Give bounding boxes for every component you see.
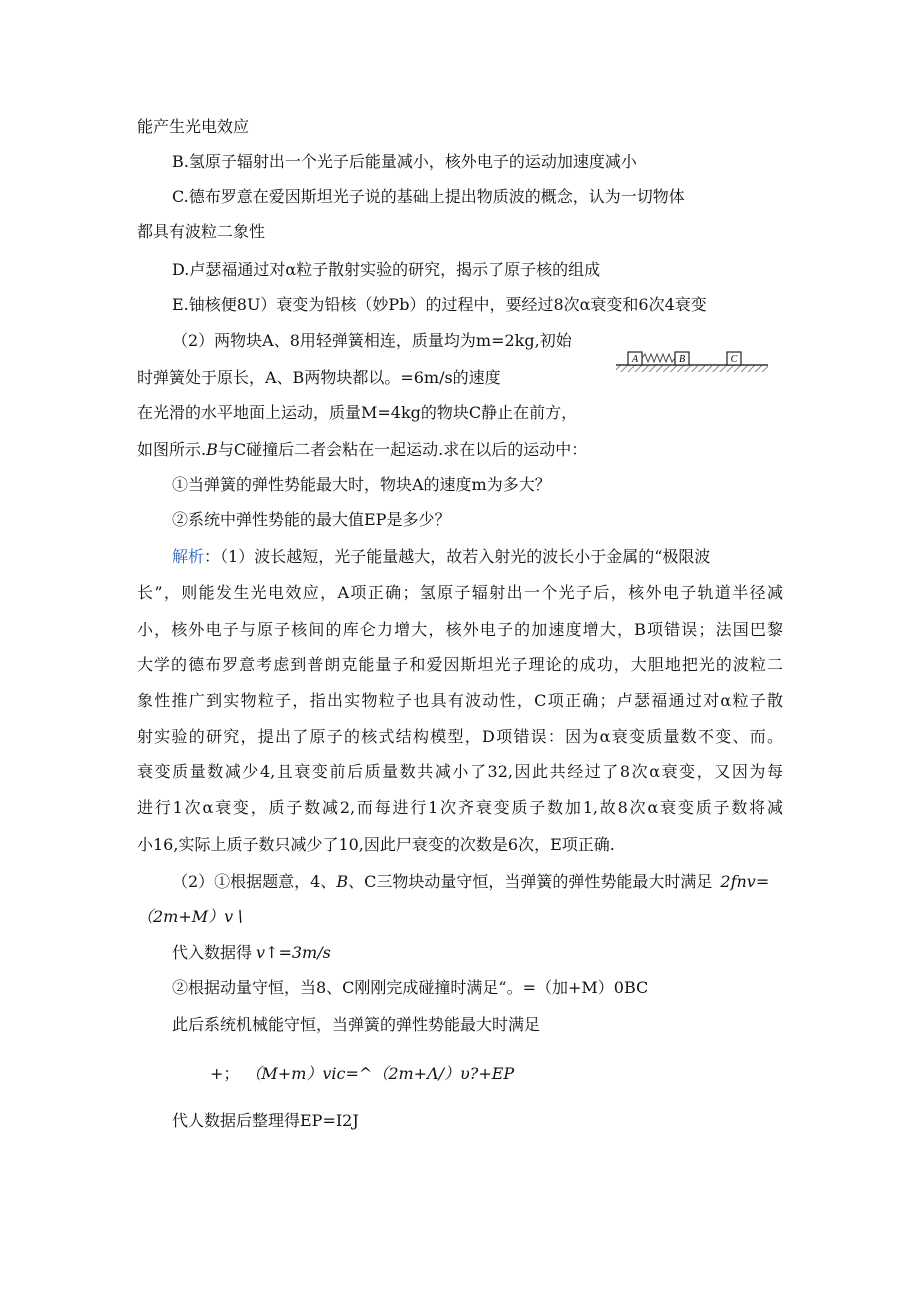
option-d: D.卢瑟福通过对α粒子散射实验的研究，揭示了原子核的组成 [172, 260, 601, 279]
solution-line: 此后系统机械能守恒，当弹簧的弹性势能最大时满足 [172, 1015, 541, 1034]
spring-blocks-figure [616, 348, 768, 374]
text-line: 如图所示.B与C碰撞后二者会粘在一起运动.求在以后的运动中： [137, 440, 588, 459]
text-line: 时弹簧处于原长，A、B两物块都以。=6m/s的速度 [137, 368, 501, 387]
equation-line: （2m+M）v∖ [137, 907, 244, 926]
energy-equation: +； （M+m）vic=^（2m+Λ/）υ?+EP [210, 1064, 515, 1083]
solution-line: ②根据动量守恒，当8、C刚刚完成碰撞时满足“。=（加+M）0BC [172, 978, 649, 997]
sub-question-2: ②系统中弹性势能的最大值EP是多少？ [172, 510, 451, 529]
solution-line: 射实验的研究，提出了原子的核式结构模型，D项错误：因为α衰变质量数不变、而。 [137, 727, 783, 746]
text-line: 都具有波粒二象性 [137, 222, 266, 241]
solution-part-2: （2）①根据题意，4、B、C三物块动量守恒，当弹簧的弹性势能最大时满足 2fnv= [172, 872, 770, 891]
solution-line: 衰变质量数减少4,且衰变前后质量数共减小了32,因此共经过了8次α衰变，又因为每 [137, 762, 783, 781]
solution-line: 象性推广到实物粒子，指出实物粒子也具有波动性，C项正确；卢瑟福通过对α粒子散 [137, 691, 783, 710]
solution-line: 大学的德布罗意考虑到普朗克能量子和爱因斯坦光子理论的成功，大胆地把光的波粒二 [137, 655, 783, 674]
block-a-label: A [631, 354, 639, 365]
sub-question-1: ①当弹簧的弹性势能最大时，物块A的速度m为多大？ [172, 475, 551, 494]
solution-line: 小，核外电子与原子核间的库仑力增大，核外电子的加速度增大，B项错误；法国巴黎 [137, 620, 783, 639]
option-c: C.德布罗意在爱因斯坦光子说的基础上提出物质波的概念，认为一切物体 [172, 187, 685, 206]
option-b: B.氢原子辐射出一个光子后能量减小，核外电子的运动加速度减小 [172, 152, 637, 171]
solution-line: 代入数据得 v↑=3m/s [172, 943, 331, 962]
spring [642, 354, 675, 362]
question-2: （2）两物块A、8用轻弹簧相连，质量均为m=2kg,初始 [172, 331, 572, 350]
block-c-label: C [730, 354, 738, 365]
solution-line: 解析：（1）波长越短，光子能量越大，故若入射光的波长小于金属的“极限波 [172, 547, 711, 566]
block-b-label: B [678, 354, 686, 365]
solution-label: 解析 [172, 547, 205, 566]
text-line: 能产生光电效应 [137, 117, 250, 136]
text-line: 在光滑的水平地面上运动，质量M=4kg的物块C静止在前方， [137, 403, 578, 422]
ground-hatch [616, 365, 768, 372]
solution-line: 小16,实际上质子数只减少了10,因此尸衰变的次数是6次，E项正确. [137, 835, 615, 854]
final-answer: 代人数据后整理得EP=I2J [172, 1111, 359, 1130]
solution-line: 长”，则能发生光电效应，A项正确；氢原子辐射出一个光子后，核外电子轨道半径减 [137, 583, 783, 602]
option-e: E.铀核便8U）衰变为铅核（妙Pb）的过程中，要经过8次α衰变和6次4衰变 [172, 295, 707, 314]
solution-line: 进行1次α衰变，质子数减2,而每进行1次齐衰变质子数加1,故8次α衰变质子数将减 [137, 798, 783, 817]
